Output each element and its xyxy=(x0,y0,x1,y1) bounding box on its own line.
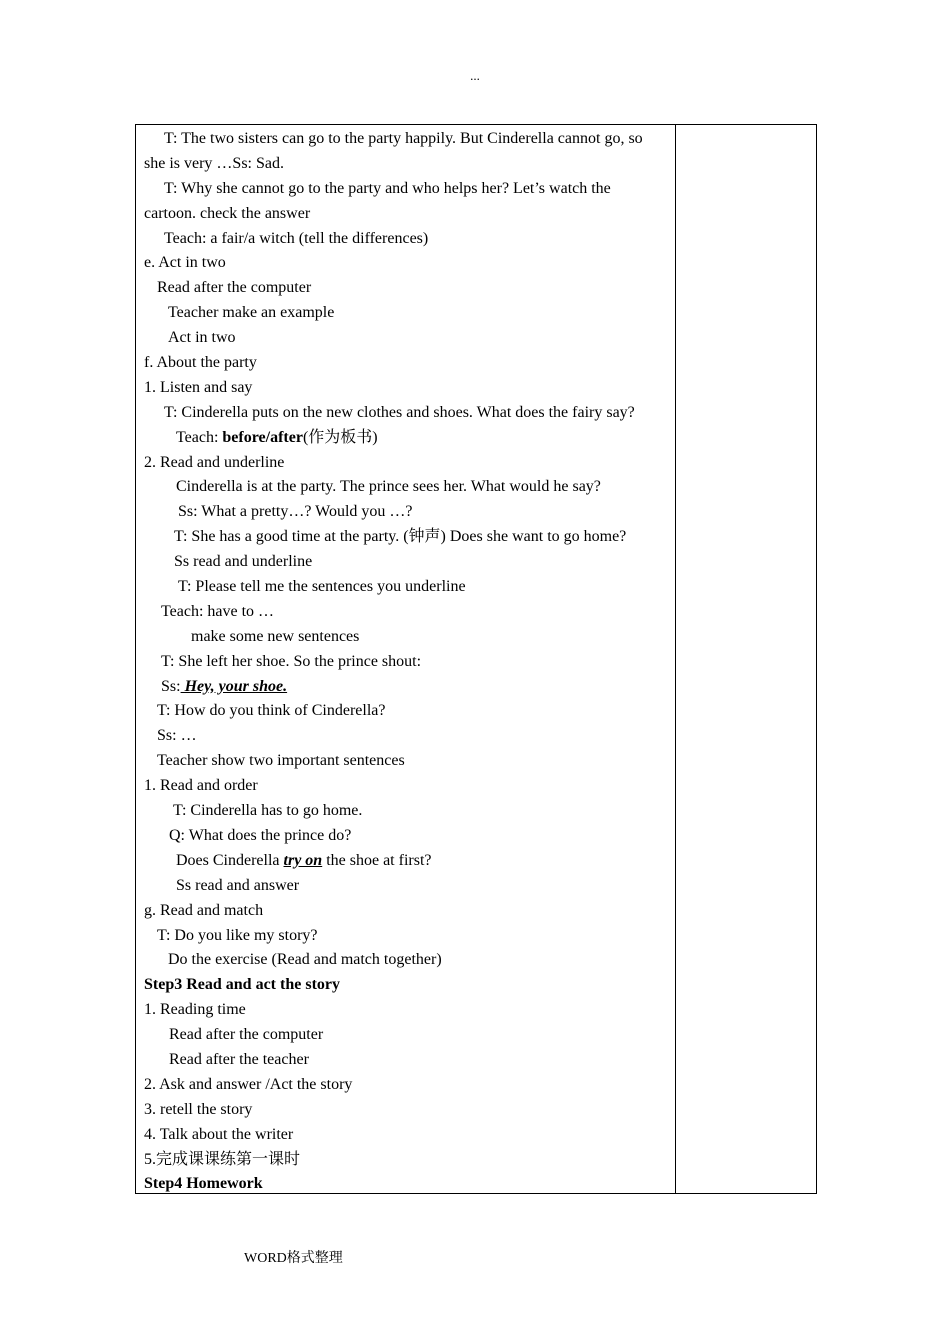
lesson-line: 4. Talk about the writer xyxy=(144,1125,294,1143)
lesson-line: Teach: have to … xyxy=(161,602,275,620)
lesson-line-segment: Hey, your shoe. xyxy=(180,677,288,695)
lesson-line: T: Cinderella puts on the new clothes and shoes. What does the fairy say? xyxy=(164,403,635,421)
lesson-line: make some new sentences xyxy=(191,627,360,645)
lesson-line-segment: Teach: xyxy=(176,428,223,446)
lesson-line: Step3 Read and act the story xyxy=(144,976,340,994)
lesson-line: T: The two sisters can go to the party happily. But Cinderella cannot go, so xyxy=(164,130,643,147)
page-footer: WORD格式整理 xyxy=(244,1251,343,1266)
lesson-line: 2. Ask and answer /Act the story xyxy=(144,1075,353,1093)
lesson-line xyxy=(136,675,675,700)
lesson-line-segment: Ss: xyxy=(161,677,181,695)
lesson-line xyxy=(136,849,675,874)
lesson-line: Teacher make an example xyxy=(168,304,335,322)
lesson-line: 1. Read and order xyxy=(144,777,258,795)
lesson-line xyxy=(136,426,675,451)
lesson-line: 2. Read and underline xyxy=(144,453,285,471)
lesson-line: Ss read and answer xyxy=(176,876,300,894)
lesson-line: f. About the party xyxy=(144,354,257,372)
lesson-line: 5.完成课课练第一课时 xyxy=(144,1150,301,1168)
lesson-line: Act in two xyxy=(168,329,236,347)
lesson-line: e. Act in two xyxy=(144,254,226,272)
lesson-line: Q: What does the prince do? xyxy=(169,826,352,844)
lesson-line-segment: (作为板书) xyxy=(302,428,378,446)
lesson-line-segment: try on xyxy=(283,851,323,869)
lesson-line: g. Read and match xyxy=(144,901,264,919)
lesson-line: Read after the computer xyxy=(169,1026,324,1044)
lesson-line: 1. Listen and say xyxy=(144,378,253,396)
lesson-line-segment: Does Cinderella xyxy=(176,851,284,869)
lesson-line: Ss read and underline xyxy=(174,553,313,571)
notes-column xyxy=(676,125,816,1193)
lesson-line: Cinderella is at the party. The prince sees her. What would he say? xyxy=(176,478,601,496)
lesson-line: Teacher show two important sentences xyxy=(157,752,405,770)
lesson-line: 3. retell the story xyxy=(144,1100,253,1118)
lesson-steps-column xyxy=(136,125,676,1193)
lesson-line: Do the exercise (Read and match together) xyxy=(168,951,442,969)
lesson-line: T: Why she cannot go to the party and who helps her? Let’s watch the xyxy=(164,179,611,197)
lesson-line: T: Please tell me the sentences you underline xyxy=(178,578,466,596)
lesson-table xyxy=(135,124,817,1194)
lesson-line: Step4 Homework xyxy=(144,1175,263,1193)
lesson-line: Ss: … xyxy=(157,727,197,745)
lesson-line: Read after the computer xyxy=(157,279,312,297)
lesson-line: Teach: a fair/a witch (tell the differences) xyxy=(164,229,429,247)
lesson-line-segment: before/after xyxy=(222,428,303,446)
lesson-line: T: She has a good time at the party. (钟声) Does she want to go home? xyxy=(174,528,627,546)
lesson-line: T: Cinderella has to go home. xyxy=(173,802,363,820)
lesson-line: T: Do you like my story? xyxy=(157,926,318,944)
lesson-line-segment: the shoe at first? xyxy=(322,851,432,869)
page-header-mark: ... xyxy=(470,68,480,83)
lesson-line: cartoon. check the answer xyxy=(144,204,311,222)
lesson-line: she is very …Ss: Sad. xyxy=(144,154,284,172)
lesson-line: 1. Reading time xyxy=(144,1001,246,1019)
lesson-line: Ss: What a pretty…? Would you …? xyxy=(178,503,413,521)
lesson-line: T: She left her shoe. So the prince shout: xyxy=(161,652,422,670)
lesson-line: T: How do you think of Cinderella? xyxy=(157,702,386,720)
lesson-line: Read after the teacher xyxy=(169,1050,309,1068)
